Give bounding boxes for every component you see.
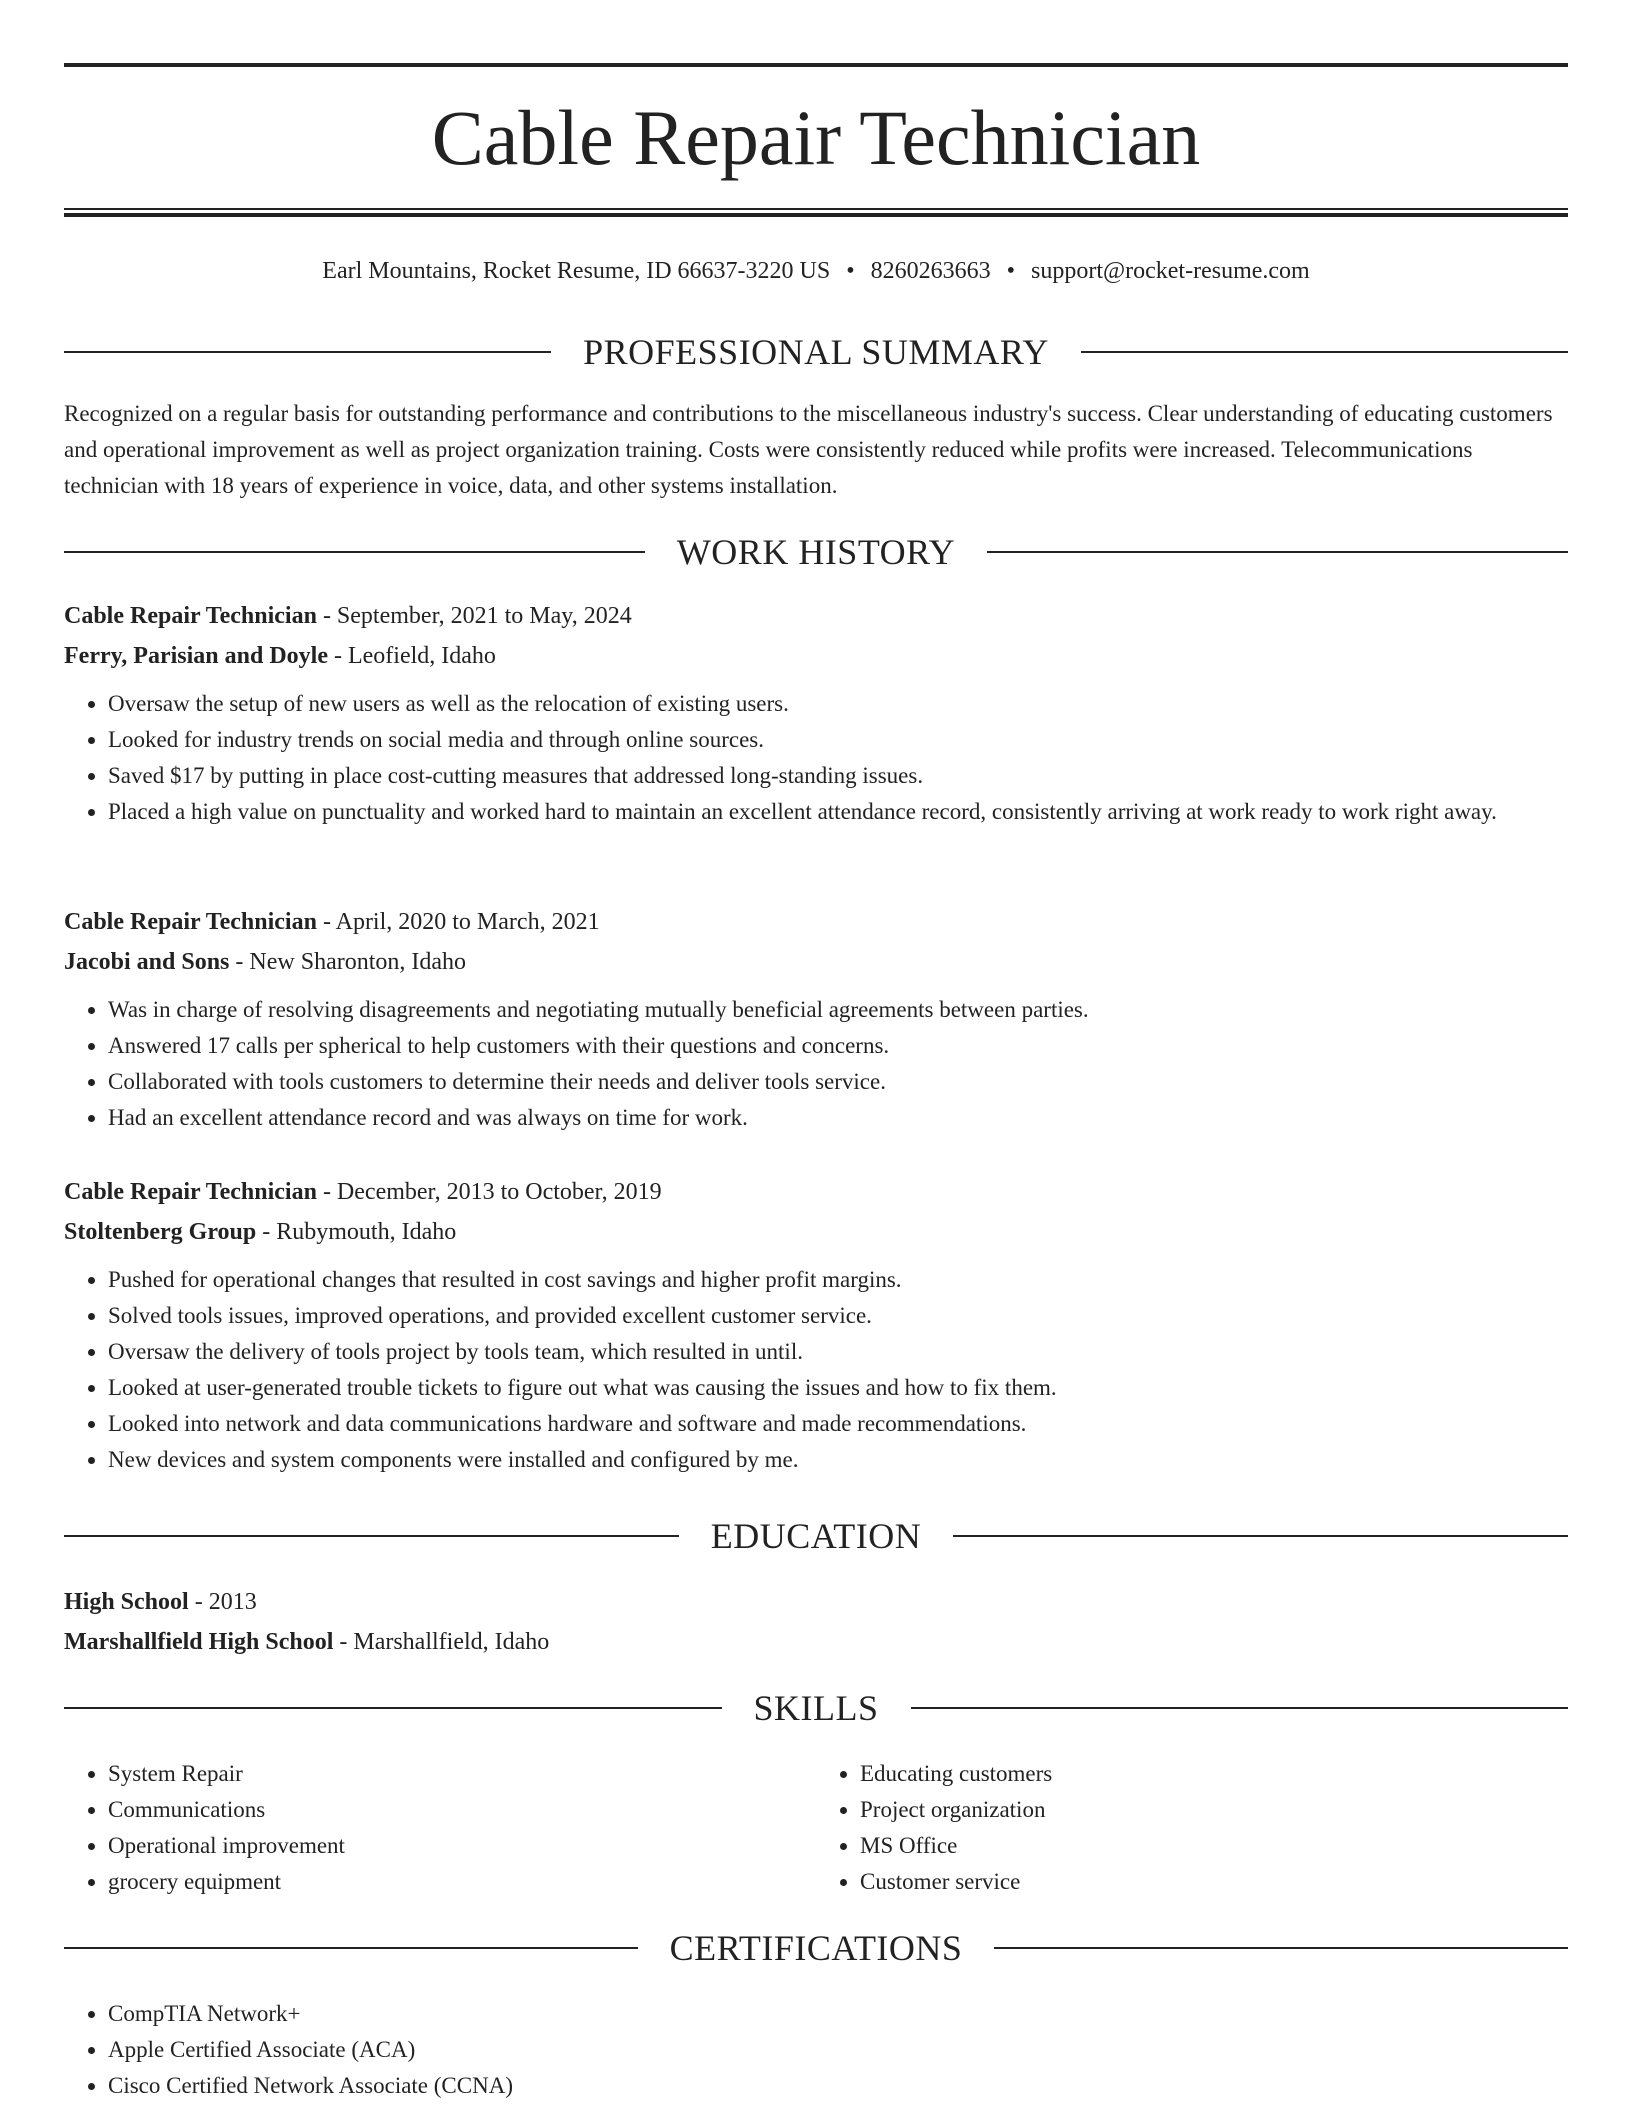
job-company: Stoltenberg Group bbox=[64, 1219, 257, 1245]
job-dates: - December, 2013 to October, 2019 bbox=[316, 1179, 662, 1205]
list-item: • Had an excellent attendance record and was always on time for work. bbox=[108, 1100, 1568, 1136]
summary-text: Recognized on a regular basis for outstanding performance and contributions to the miscellaneous industry's success. Clear understanding of educating customers and operational improvement as well as project organization training. Costs were consistently reduced while profits were increased. Telecommunications technician with 18 years of experience in voice, data, and other systems installation. bbox=[64, 401, 1553, 498]
education-location: - Marshallfield, Idaho bbox=[333, 1629, 550, 1655]
heading-rule-right bbox=[987, 551, 1568, 553]
list-item: • Collaborated with tools customers to determine their needs and deliver tools service. bbox=[108, 1064, 1568, 1100]
list-item: • Looked for industry trends on social media and through online sources. bbox=[108, 722, 1568, 758]
heading-rule-left bbox=[64, 351, 551, 353]
job-title-line bbox=[64, 596, 1568, 636]
list-item: • Was in charge of resolving disagreements and negotiating mutually beneficial agreements between parties. bbox=[108, 992, 1568, 1028]
summary-heading bbox=[64, 330, 1568, 374]
education-school-line bbox=[64, 1622, 1568, 1662]
list-item: • Cisco Certified Network Associate (CCNA) bbox=[108, 2068, 1568, 2104]
job-title-line bbox=[64, 1172, 1568, 1212]
skills-heading-label: SKILLS bbox=[753, 1688, 879, 1728]
heading-rule-left bbox=[64, 1707, 722, 1709]
skills-columns bbox=[64, 1756, 1568, 1900]
list-item: • grocery equipment bbox=[108, 1864, 816, 1900]
contact-address: Earl Mountains, Rocket Resume, ID 66637-3220 US bbox=[322, 258, 831, 284]
list-item: • Looked into network and data communications hardware and software and made recommendations. bbox=[108, 1406, 1568, 1442]
job-bullets bbox=[64, 1262, 1568, 1478]
heading-rule-left bbox=[64, 551, 645, 553]
contact-line bbox=[64, 254, 1568, 288]
education-entry bbox=[64, 1582, 1568, 1662]
heading-rule-left bbox=[64, 1947, 638, 1949]
job-company-line bbox=[64, 942, 1568, 982]
list-item: • System Repair bbox=[108, 1756, 816, 1792]
list-item: • New devices and system components were installed and configured by me. bbox=[108, 1442, 1568, 1478]
certifications-heading-label: CERTIFICATIONS bbox=[669, 1928, 963, 1968]
job-location: - Leofield, Idaho bbox=[327, 643, 496, 669]
work-history-heading bbox=[64, 530, 1568, 574]
list-item: • Pushed for operational changes that resulted in cost savings and higher profit margins. bbox=[108, 1262, 1568, 1298]
list-item: • MS Office bbox=[860, 1828, 1568, 1864]
list-item: • Communications bbox=[108, 1792, 816, 1828]
list-item: • Solved tools issues, improved operations, and provided excellent customer service. bbox=[108, 1298, 1568, 1334]
job-entry-2 bbox=[64, 902, 1568, 1136]
heading-rule-right bbox=[994, 1947, 1568, 1949]
list-item: • Answered 17 calls per spherical to help customers with their questions and concerns. bbox=[108, 1028, 1568, 1064]
resume-title: Cable Repair Technician bbox=[431, 94, 1201, 181]
education-degree: High School bbox=[64, 1589, 189, 1615]
list-item: • CompTIA Network+ bbox=[108, 1996, 1568, 2032]
job-location: - New Sharonton, Idaho bbox=[229, 949, 467, 975]
job-title: Cable Repair Technician bbox=[64, 909, 317, 935]
list-item: • Oversaw the setup of new users as well as the relocation of existing users. bbox=[108, 686, 1568, 722]
contact-email[interactable]: support@rocket-resume.com bbox=[1031, 258, 1310, 284]
education-heading bbox=[64, 1514, 1568, 1558]
heading-rule-right bbox=[1081, 351, 1568, 353]
job-bullets bbox=[64, 992, 1568, 1136]
list-item: • Educating customers bbox=[860, 1756, 1568, 1792]
list-item: • Placed a high value on punctuality and worked hard to maintain an excellent attendance record, consistently arriving at work ready to work right away. bbox=[108, 794, 1568, 830]
work-history-heading-label: WORK HISTORY bbox=[676, 532, 956, 572]
certifications-list bbox=[64, 1996, 1568, 2104]
heading-rule-right bbox=[953, 1535, 1568, 1537]
list-item: • Project organization bbox=[860, 1792, 1568, 1828]
title-double-rule bbox=[64, 208, 1568, 217]
list-item: • Operational improvement bbox=[108, 1828, 816, 1864]
certifications-heading bbox=[64, 1926, 1568, 1970]
skills-list-left bbox=[64, 1756, 816, 1900]
heading-rule-right bbox=[911, 1707, 1569, 1709]
contact-separator: • bbox=[846, 258, 855, 284]
job-dates: - September, 2021 to May, 2024 bbox=[316, 603, 632, 629]
job-title: Cable Repair Technician bbox=[64, 1179, 317, 1205]
education-heading-label: EDUCATION bbox=[710, 1516, 922, 1556]
job-title-line bbox=[64, 902, 1568, 942]
summary-heading-label: PROFESSIONAL SUMMARY bbox=[583, 332, 1049, 372]
job-title: Cable Repair Technician bbox=[64, 603, 317, 629]
top-rule bbox=[64, 63, 1568, 67]
job-company-line bbox=[64, 636, 1568, 676]
heading-rule-left bbox=[64, 1535, 679, 1537]
skills-list-right bbox=[816, 1756, 1568, 1900]
summary-block bbox=[64, 396, 1568, 504]
job-location: - Rubymouth, Idaho bbox=[256, 1219, 457, 1245]
job-company: Jacobi and Sons bbox=[64, 949, 230, 975]
job-entry-3 bbox=[64, 1172, 1568, 1478]
list-item: • Apple Certified Associate (ACA) bbox=[108, 2032, 1568, 2068]
job-company: Ferry, Parisian and Doyle bbox=[64, 643, 328, 669]
education-school: Marshallfield High School bbox=[64, 1629, 334, 1655]
skills-heading bbox=[64, 1686, 1568, 1730]
list-item: • Saved $17 by putting in place cost-cutting measures that addressed long-standing issues. bbox=[108, 758, 1568, 794]
list-item: • Looked at user-generated trouble tickets to figure out what was causing the issues and how to fix them. bbox=[108, 1370, 1568, 1406]
job-entry-1 bbox=[64, 596, 1568, 830]
contact-phone: 8260263663 bbox=[870, 258, 991, 284]
job-bullets bbox=[64, 686, 1568, 830]
list-item: • Customer service bbox=[860, 1864, 1568, 1900]
job-company-line bbox=[64, 1212, 1568, 1252]
job-dates: - April, 2020 to March, 2021 bbox=[316, 909, 600, 935]
education-degree-line bbox=[64, 1582, 1568, 1622]
certifications-block bbox=[64, 1996, 1568, 2104]
contact-separator: • bbox=[1006, 258, 1016, 284]
list-item: • Oversaw the delivery of tools project by tools team, which resulted in until. bbox=[108, 1334, 1568, 1370]
education-year: - 2013 bbox=[188, 1589, 257, 1615]
